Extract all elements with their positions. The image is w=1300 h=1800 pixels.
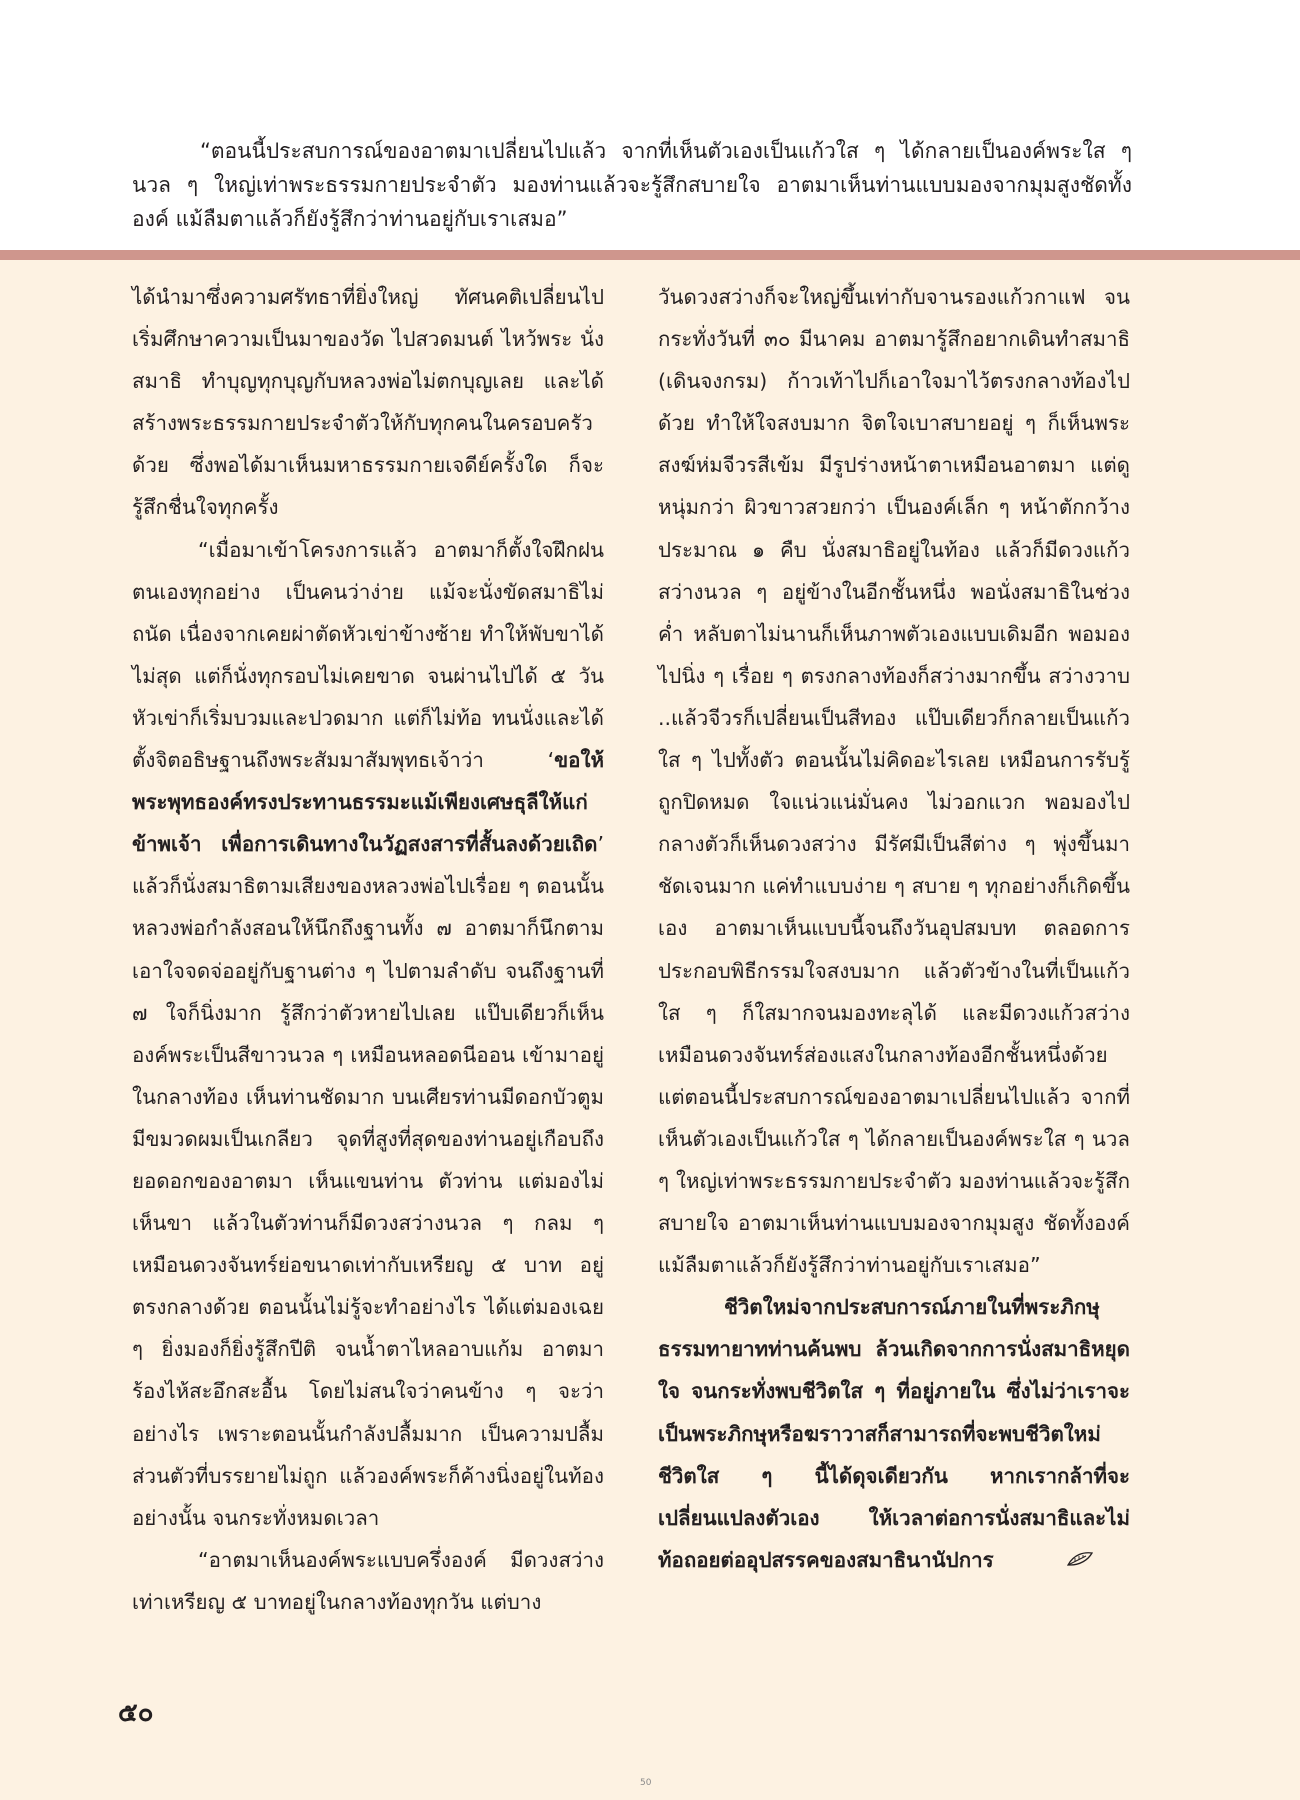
folio-number: 50 xyxy=(640,1778,652,1788)
leaf-icon xyxy=(1000,1540,1094,1582)
conclusion-text: ชีวิตใหม่จากประสบการณ์ภายในที่พระภิกษุธรรมทายาทท่านค้นพบ ล้วนเกิดจากการนั่งสมาธิหยุดใจ จนกระทั่งพบชีวิตใส ๆ ที่อยู่ภายใน ซึ่งไม่ว่าเราจะเป็นพระภิกษุหรือฆราวาสก็สามารถที่จะพบชีวิตใหม่ ชีวิตใส ๆ นี้ได้ดุจเดียวกัน หากเรากล้าที่จะเปลี่ยนแปลงตัวเอง ให้เวลาต่อการนั่งสมาธิและไม่ท้อถอยต่ออุปสรรคของสมาธินานัปการ xyxy=(658,1295,1130,1572)
left-paragraph-2 xyxy=(132,529,604,1539)
prayer-text: ขอให้พระพุทธองค์ทรงประทานธรรมะแม้เพียงเศษธุลีให้แก่ข้าพเจ้า เพื่อการเดินทางในวัฏสงสารที่สั้นลงด้วยเถิด xyxy=(132,748,604,857)
quote-band xyxy=(0,0,1300,250)
left-paragraph-3: “อาตมาเห็นองค์พระแบบครึ่งองค์ มีดวงสว่างเท่าเหรียญ ๕ บาทอยู่ในกลางท้องทุกวัน แต่บาง xyxy=(132,1547,604,1614)
paragraph-text: ’ แล้วก็นั่งสมาธิตามเสียงของหลวงพ่อไปเรื่อย ๆ ตอนนั้นหลวงพ่อกำลังสอนให้นึกถึงฐานทั้ง ๗ อาตมาก็นึกตาม เอาใจจดจ่ออยู่กับฐานต่าง ๆ ไปตามลำดับ จนถึงฐานที่ ๗ ใจก็นิ่งมาก รู้สึกว่าตัวหายไปเลย แป๊บเดียวก็เห็นองค์พระเป็นสีขาวนวล ๆ เหมือนหลอดนีออน เข้ามาอยู่ในกลางท้อง เห็นท่านชัดมาก บนเศียรท่านมีดอกบัวตูม มีขมวดผมเป็นเกลียว จุดที่สูงที่สุดของท่านอยู่เกือบถึงยอดอกของอาตมา เห็นแขนท่าน ตัวท่าน แต่มองไม่เห็นขา แล้วในตัวท่านก็มีดวงสว่างนวล ๆ กลม ๆ เหมือนดวงจันทร์ย่อขนาดเท่ากับเหรียญ ๕ บาท อยู่ตรงกลางด้วย ตอนนั้นไม่รู้จะทำอย่างไร ได้แต่มองเฉย ๆ ยิ่งมองก็ยิ่งรู้สึกปีติ จนน้ำตาไหลอาบแก้ม อาตมาร้องไห้สะอึกสะอื้น โดยไม่สนใจว่าคนข้าง ๆ จะว่าอย่างไร เพราะตอนนั้นกำลังปลื้มมาก เป็นความปลื้มส่วนตัวที่บรรยายไม่ถูก แล้วองค์พระก็ค้างนิ่งอยู่ในท้องอย่างนั้น จนกระทั่งหมดเวลา xyxy=(132,832,604,1530)
right-paragraph-2 xyxy=(658,1286,1130,1582)
right-paragraph-1: วันดวงสว่างก็จะใหญ่ขึ้นเท่ากับจานรองแก้วกาแฟ จนกระทั่งวันที่ ๓๐ มีนาคม อาตมารู้สึกอยากเดินทำสมาธิ (เดินจงกรม) ก้าวเท้าไปก็เอาใจมาไว้ตรงกลางท้องไปด้วย ทำให้ใจสงบมาก จิตใจเบาสบายอยู่ ๆ ก็เห็นพระสงฆ์ห่มจีวรสีเข้ม มีรูปร่างหน้าตาเหมือนอาตมา แต่ดูหนุ่มกว่า ผิวขาวสวยกว่า เป็นองค์เล็ก ๆ หน้าตักกว้างประมาณ ๑ คืบ นั่งสมาธิอยู่ในท้อง แล้วก็มีดวงแก้วสว่างนวล ๆ อยู่ข้างในอีกชั้นหนึ่ง พอนั่งสมาธิในช่วงค่ำ หลับตาไม่นานก็เห็นภาพตัวเองแบบเดิมอีก พอมองไปนิ่ง ๆ เรื่อย ๆ ตรงกลางท้องก็สว่างมากขึ้น สว่างวาบ ..แล้วจีวรก็เปลี่ยนเป็นสีทอง แป๊บเดียวก็กลายเป็นแก้วใส ๆ ไปทั้งตัว ตอนนั้นไม่คิดอะไรเลย เหมือนการรับรู้ถูกปิดหมด ใจแน่วแน่มั่นคง ไม่วอกแวก พอมองไปกลางตัวก็เห็นดวงสว่าง มีรัศมีเป็นสีต่าง ๆ พุ่งขึ้นมาชัดเจนมาก แค่ทำแบบง่าย ๆ สบาย ๆ ทุกอย่างก็เกิดขึ้นเอง อาตมาเห็นแบบนี้จนถึงวันอุปสมบท ตลอดการประกอบพิธีกรรมใจสงบมาก แล้วตัวข้างในที่เป็นแก้วใส ๆ ก็ใสมากจนมองทะลุได้ และมีดวงแก้วสว่างเหมือนดวงจันทร์ส่องแสงในกลางท้องอีกชั้นหนึ่งด้วย แต่ตอนนี้ประสบการณ์ของอาตมาเปลี่ยนไปแล้ว จากที่เห็นตัวเองเป็นแก้วใส ๆ ได้กลายเป็นองค์พระใส ๆ นวล ๆ ใหญ่เท่าพระธรรมกายประจำตัว มองท่านแล้วจะรู้สึกสบายใจ อาตมาเห็นท่านแบบมองจากมุมสูง ชัดทั้งองค์ แม้ลืมตาแล้วก็ยังรู้สึกว่าท่านอยู่กับเราเสมอ” xyxy=(658,285,1130,1278)
page-number: ๕๐ xyxy=(118,1698,154,1728)
right-column xyxy=(658,276,1130,1582)
left-column xyxy=(132,276,604,1623)
divider-bar xyxy=(0,250,1300,260)
left-paragraph-1: ได้นำมาซึ่งความศรัทธาที่ยิ่งใหญ่ ทัศนคติเปลี่ยนไป เริ่มศึกษาความเป็นมาของวัด ไปสวดมนต์ ไหว้พระ นั่งสมาธิ ทำบุญทุกบุญกับหลวงพ่อไม่ตกบุญเลย และได้สร้างพระธรรมกายประจำตัวให้กับทุกคนในครอบครัวด้วย ซึ่งพอได้มาเห็นมหาธรรมกายเจดีย์ครั้งใด ก็จะรู้สึกชื่นใจทุกครั้ง xyxy=(132,285,604,520)
paragraph-text: “เมื่อมาเข้าโครงการแล้ว อาตมาก็ตั้งใจฝึกฝนตนเองทุกอย่าง เป็นคนว่าง่าย แม้จะนั่งขัดสมาธิไม่ถนัด เนื่องจากเคยผ่าตัดหัวเข่าข้างซ้าย ทำให้พับขาได้ไม่สุด แต่ก็นั่งทุกรอบไม่เคยขาด จนผ่านไปได้ ๕ วัน หัวเข่าก็เริ่มบวมและปวดมาก แต่ก็ไม่ท้อ ทนนั่งและได้ตั้งจิตอธิษฐานถึงพระสัมมาสัมพุทธเจ้าว่า ‘ xyxy=(132,537,604,773)
pull-quote: “ตอนนี้ประสบการณ์ของอาตมาเปลี่ยนไปแล้ว จากที่เห็นตัวเองเป็นแก้วใส ๆ ได้กลายเป็นองค์พระใส ๆ นวล ๆ ใหญ่เท่าพระธรรมกายประจำตัว มองท่านแล้วจะรู้สึกสบายใจ อาตมาเห็นท่านแบบมองจากมุมสูงชัดทั้งองค์ แม้ลืมตาแล้วก็ยังรู้สึกว่าท่านอยู่กับเราเสมอ” xyxy=(132,139,1132,231)
